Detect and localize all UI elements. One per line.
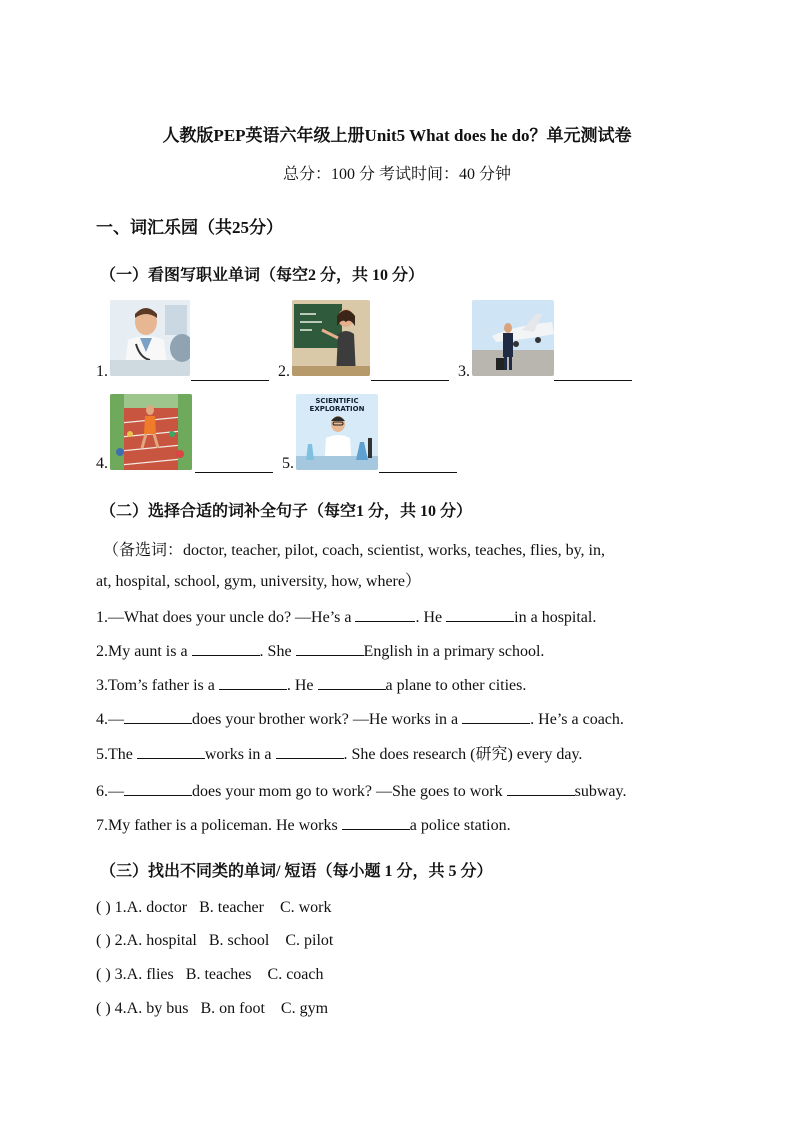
word-bank-line-1: （备选词：doctor, teacher, pilot, coach, scientist, works, teaches, flies, by, in,	[103, 542, 605, 559]
sentence-2	[96, 641, 544, 661]
sentence-text: does your brother work? —He works in a	[192, 711, 463, 728]
sentence-blank[interactable]	[296, 641, 364, 656]
page-title: 人教版PEP英语六年级上册Unit5 What does he do？单元测试卷	[162, 126, 632, 145]
sentence-text: 7.My father is a policeman. He works	[96, 817, 342, 834]
answer-parentheses[interactable]: ( )	[96, 899, 111, 916]
sentence-text: . He	[286, 677, 318, 694]
question-number: 1.	[114, 899, 127, 916]
sentence-text: 5.The	[96, 746, 137, 763]
sentence-text: subway.	[574, 783, 627, 800]
answer-parentheses[interactable]: ( )	[96, 966, 111, 983]
sentence-text: 2.My aunt is a	[96, 643, 192, 660]
pilot-picture	[472, 300, 554, 376]
question-number: 4.	[114, 1000, 127, 1017]
option-a: A. by bus	[126, 1000, 189, 1017]
item-number: 4.	[96, 455, 108, 472]
sentence-text: a plane to other cities.	[385, 677, 527, 694]
coach-picture	[110, 394, 192, 470]
option-b: B. on foot	[200, 1000, 265, 1017]
sentence-text: in a hospital.	[514, 609, 597, 626]
answer-blank-2[interactable]	[371, 366, 449, 381]
answer-blank-1[interactable]	[191, 366, 269, 381]
question-row	[96, 932, 333, 950]
option-c: C. coach	[267, 966, 324, 983]
sentence-3	[96, 675, 526, 695]
sentence-blank[interactable]	[219, 675, 287, 690]
doctor-picture	[110, 300, 190, 376]
sentence-blank[interactable]	[446, 607, 514, 622]
option-c: C. gym	[280, 1000, 329, 1017]
sentence-text: 6.—	[96, 783, 124, 800]
question-number: 2.	[114, 932, 127, 949]
option-c: C. pilot	[285, 932, 334, 949]
item-number: 3.	[458, 363, 470, 380]
option-a: A. hospital	[126, 932, 197, 949]
sentence-blank[interactable]	[462, 709, 530, 724]
word-bank-line-2: at, hospital, school, gym, university, how, where）	[96, 573, 421, 590]
question-row	[96, 899, 332, 917]
option-a: A. doctor	[126, 899, 188, 916]
sentence-blank[interactable]	[192, 641, 260, 656]
sentence-blank[interactable]	[124, 781, 192, 796]
answer-blank-3[interactable]	[554, 366, 632, 381]
svg-text:SCIENTIFIC: SCIENTIFIC	[315, 397, 359, 405]
item-number: 1.	[96, 363, 108, 380]
sentence-text: 4.—	[96, 711, 124, 728]
sentence-text: . She	[259, 643, 296, 660]
sentence-text: 1.—What does your uncle do? —He’s a	[96, 609, 356, 626]
sentence-blank[interactable]	[507, 781, 575, 796]
sentence-blank[interactable]	[355, 607, 415, 622]
sentence-1	[96, 607, 596, 627]
answer-parentheses[interactable]: ( )	[96, 1000, 111, 1017]
sentence-text: . He’s a coach.	[530, 711, 624, 728]
sentence-text: . He	[415, 609, 447, 626]
option-b: B. teacher	[199, 899, 264, 916]
scientist-picture	[296, 394, 378, 470]
sentence-text: a police station.	[409, 817, 511, 834]
option-b: B. school	[208, 932, 270, 949]
sentence-text: does your mom go to work? —She goes to work	[192, 783, 507, 800]
sentence-5	[96, 741, 582, 764]
sentence-text: English in a primary school.	[363, 643, 545, 660]
sentence-text: 3.Tom’s father is a	[96, 677, 219, 694]
sentence-7	[96, 815, 511, 835]
sentence-text: works in a	[204, 746, 276, 763]
question-row	[96, 966, 324, 984]
option-b: B. teaches	[185, 966, 252, 983]
part2-heading: （二）选择合适的词补全句子（每空1 分，共 10 分）	[100, 503, 473, 520]
page-subtitle: 总分：100 分 考试时间：40 分钟	[282, 166, 511, 183]
sentence-6	[96, 781, 626, 801]
sentence-4	[96, 709, 624, 729]
item-number: 5.	[282, 455, 294, 472]
option-c: C. work	[279, 899, 332, 916]
part1-heading: （一）看图写职业单词（每空2 分，共 10 分）	[100, 267, 425, 284]
svg-text:EXPLORATION: EXPLORATION	[309, 405, 365, 413]
answer-parentheses[interactable]: ( )	[96, 932, 111, 949]
sentence-blank[interactable]	[318, 675, 386, 690]
option-a: A. flies	[126, 966, 174, 983]
question-row	[96, 1000, 328, 1018]
answer-blank-5[interactable]	[379, 458, 457, 473]
item-number: 2.	[278, 363, 290, 380]
question-number: 3.	[114, 966, 127, 983]
answer-blank-4[interactable]	[195, 458, 273, 473]
part3-heading: （三）找出不同类的单词/ 短语（每小题 1 分，共 5 分）	[100, 863, 493, 880]
sentence-text: . She does research (研究) every day.	[343, 746, 583, 763]
section-heading: 一、词汇乐园（共25分）	[96, 218, 283, 237]
sentence-blank[interactable]	[342, 815, 410, 830]
sentence-blank[interactable]	[124, 709, 192, 724]
teacher-picture	[292, 300, 370, 376]
sentence-blank[interactable]	[137, 744, 205, 759]
sentence-blank[interactable]	[276, 744, 344, 759]
